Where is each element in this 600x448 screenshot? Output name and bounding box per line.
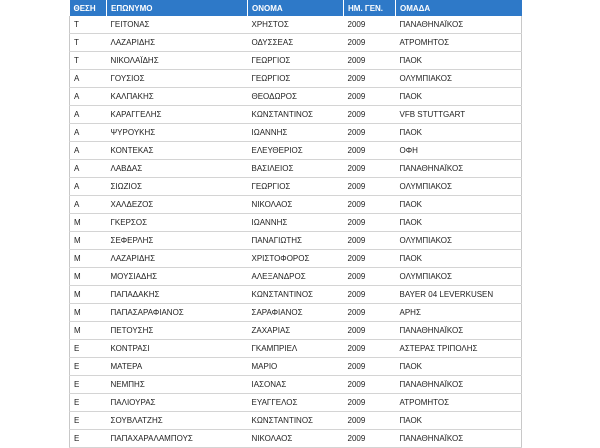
cell-position: Α bbox=[70, 88, 107, 106]
cell-club: ΟΛΥΜΠΙΑΚΟΣ bbox=[396, 232, 522, 250]
cell-birth-year: 2009 bbox=[344, 394, 396, 412]
table-row bbox=[70, 214, 522, 232]
cell-position: Α bbox=[70, 106, 107, 124]
cell-club: ΑΡΗΣ bbox=[396, 304, 522, 322]
cell-surname: ΠΑΛΙΟΥΡΑΣ bbox=[107, 394, 248, 412]
cell-name: ΑΛΕΞΑΝΔΡΟΣ bbox=[248, 268, 344, 286]
cell-birth-year: 2009 bbox=[344, 142, 396, 160]
cell-birth-year: 2009 bbox=[344, 358, 396, 376]
cell-position: Α bbox=[70, 196, 107, 214]
cell-name: ΓΕΩΡΓΙΟΣ bbox=[248, 70, 344, 88]
cell-surname: ΚΟΝΤΡΑΣΙ bbox=[107, 340, 248, 358]
cell-position: Α bbox=[70, 124, 107, 142]
cell-position: Ε bbox=[70, 340, 107, 358]
cell-surname: ΓΟΥΣΙΟΣ bbox=[107, 70, 248, 88]
cell-surname: ΠΑΠΑΧΑΡΑΛΑΜΠΟΥΣ bbox=[107, 430, 248, 448]
cell-position: Μ bbox=[70, 286, 107, 304]
cell-surname: ΝΙΚΟΛΑΪΔΗΣ bbox=[107, 52, 248, 70]
cell-birth-year: 2009 bbox=[344, 250, 396, 268]
cell-surname: ΣΟΥΒΛΑΤΖΗΣ bbox=[107, 412, 248, 430]
cell-birth-year: 2009 bbox=[344, 412, 396, 430]
cell-birth-year: 2009 bbox=[344, 322, 396, 340]
cell-birth-year: 2009 bbox=[344, 214, 396, 232]
cell-name: ΙΩΑΝΝΗΣ bbox=[248, 214, 344, 232]
cell-surname: ΠΑΠΑΔΑΚΗΣ bbox=[107, 286, 248, 304]
cell-surname: ΓΚΕΡΣΟΣ bbox=[107, 214, 248, 232]
cell-club: ΟΛΥΜΠΙΑΚΟΣ bbox=[396, 70, 522, 88]
cell-birth-year: 2009 bbox=[344, 376, 396, 394]
cell-club: ΠΑΝΑΘΗΝΑΪΚΟΣ bbox=[396, 322, 522, 340]
cell-name: ΓΚΑΜΠΡΙΕΛ bbox=[248, 340, 344, 358]
cell-surname: ΜΑΤΕΡΑ bbox=[107, 358, 248, 376]
cell-surname: ΧΑΛΔΕΖΟΣ bbox=[107, 196, 248, 214]
table-row bbox=[70, 88, 522, 106]
cell-position: Α bbox=[70, 178, 107, 196]
table-row bbox=[70, 376, 522, 394]
table-row bbox=[70, 232, 522, 250]
cell-surname: ΨΥΡΟΥΚΗΣ bbox=[107, 124, 248, 142]
roster-table bbox=[69, 0, 522, 448]
cell-birth-year: 2009 bbox=[344, 106, 396, 124]
cell-birth-year: 2009 bbox=[344, 34, 396, 52]
cell-position: Ε bbox=[70, 358, 107, 376]
cell-name: ΚΩΝΣΤΑΝΤΙΝΟΣ bbox=[248, 286, 344, 304]
table-row bbox=[70, 412, 522, 430]
cell-birth-year: 2009 bbox=[344, 286, 396, 304]
table-row bbox=[70, 268, 522, 286]
cell-surname: ΛΑΖΑΡΙΔΗΣ bbox=[107, 250, 248, 268]
column-header-position: ΘΕΣΗ bbox=[70, 0, 107, 16]
table-row bbox=[70, 52, 522, 70]
cell-name: ΝΙΚΟΛΑΟΣ bbox=[248, 196, 344, 214]
cell-club: BAYER 04 LEVERKUSEN bbox=[396, 286, 522, 304]
column-header-club: ΟΜΑΔΑ bbox=[396, 0, 522, 16]
cell-club: ΟΦΗ bbox=[396, 142, 522, 160]
cell-club: ΟΛΥΜΠΙΑΚΟΣ bbox=[396, 178, 522, 196]
cell-club: ΠΑΟΚ bbox=[396, 412, 522, 430]
cell-club: ΑΤΡΟΜΗΤΟΣ bbox=[396, 394, 522, 412]
cell-birth-year: 2009 bbox=[344, 268, 396, 286]
cell-name: ΕΥΑΓΓΕΛΟΣ bbox=[248, 394, 344, 412]
cell-birth-year: 2009 bbox=[344, 16, 396, 34]
table-row bbox=[70, 142, 522, 160]
table-row bbox=[70, 70, 522, 88]
cell-club: ΠΑΟΚ bbox=[396, 88, 522, 106]
cell-position: Α bbox=[70, 160, 107, 178]
cell-position: Μ bbox=[70, 250, 107, 268]
header-row bbox=[70, 0, 522, 16]
cell-club: ΠΑΟΚ bbox=[396, 52, 522, 70]
table-row bbox=[70, 340, 522, 358]
cell-name: ΝΙΚΟΛΑΟΣ bbox=[248, 430, 344, 448]
cell-name: ΜΑΡΙΟ bbox=[248, 358, 344, 376]
cell-position: Μ bbox=[70, 214, 107, 232]
cell-name: ΧΡΗΣΤΟΣ bbox=[248, 16, 344, 34]
cell-surname: ΜΟΥΣΙΑΔΗΣ bbox=[107, 268, 248, 286]
table-row bbox=[70, 430, 522, 448]
cell-birth-year: 2009 bbox=[344, 340, 396, 358]
cell-position: Ε bbox=[70, 430, 107, 448]
cell-club: ΠΑΟΚ bbox=[396, 214, 522, 232]
cell-name: ΓΕΩΡΓΙΟΣ bbox=[248, 178, 344, 196]
cell-birth-year: 2009 bbox=[344, 160, 396, 178]
cell-position: Ε bbox=[70, 394, 107, 412]
table-row bbox=[70, 124, 522, 142]
cell-club: ΠΑΟΚ bbox=[396, 358, 522, 376]
cell-position: Α bbox=[70, 70, 107, 88]
cell-name: ΕΛΕΥΘΕΡΙΟΣ bbox=[248, 142, 344, 160]
cell-surname: ΛΑΖΑΡΙΔΗΣ bbox=[107, 34, 248, 52]
cell-club: VFB STUTTGART bbox=[396, 106, 522, 124]
cell-club: ΠΑΟΚ bbox=[396, 250, 522, 268]
cell-club: ΠΑΝΑΘΗΝΑΪΚΟΣ bbox=[396, 16, 522, 34]
cell-birth-year: 2009 bbox=[344, 304, 396, 322]
cell-name: ΙΑΣΟΝΑΣ bbox=[248, 376, 344, 394]
cell-name: ΚΩΝΣΤΑΝΤΙΝΟΣ bbox=[248, 106, 344, 124]
cell-name: ΘΕΟΔΩΡΟΣ bbox=[248, 88, 344, 106]
table-row bbox=[70, 196, 522, 214]
table-row bbox=[70, 178, 522, 196]
table-row bbox=[70, 358, 522, 376]
column-header-surname: ΕΠΩΝΥΜΟ bbox=[107, 0, 248, 16]
cell-name: ΙΩΑΝΝΗΣ bbox=[248, 124, 344, 142]
column-header-birth-year: ΗΜ. ΓΕΝ. bbox=[344, 0, 396, 16]
cell-birth-year: 2009 bbox=[344, 196, 396, 214]
cell-club: ΟΛΥΜΠΙΑΚΟΣ bbox=[396, 268, 522, 286]
cell-club: ΠΑΝΑΘΗΝΑΪΚΟΣ bbox=[396, 376, 522, 394]
cell-surname: ΠΕΤΟΥΣΗΣ bbox=[107, 322, 248, 340]
cell-name: ΣΑΡΑΦΙΑΝΟΣ bbox=[248, 304, 344, 322]
cell-club: ΠΑΟΚ bbox=[396, 196, 522, 214]
table-row bbox=[70, 394, 522, 412]
table-row bbox=[70, 106, 522, 124]
cell-birth-year: 2009 bbox=[344, 70, 396, 88]
cell-position: Τ bbox=[70, 34, 107, 52]
cell-surname: ΠΑΠΑΣΑΡΑΦΙΑΝΟΣ bbox=[107, 304, 248, 322]
cell-name: ΒΑΣΙΛΕΙΟΣ bbox=[248, 160, 344, 178]
cell-name: ΖΑΧΑΡΙΑΣ bbox=[248, 322, 344, 340]
cell-position: Μ bbox=[70, 304, 107, 322]
cell-club: ΠΑΝΑΘΗΝΑΪΚΟΣ bbox=[396, 430, 522, 448]
cell-name: ΠΑΝΑΓΙΩΤΗΣ bbox=[248, 232, 344, 250]
cell-position: Ε bbox=[70, 376, 107, 394]
cell-name: ΓΕΩΡΓΙΟΣ bbox=[248, 52, 344, 70]
cell-surname: ΛΑΒΔΑΣ bbox=[107, 160, 248, 178]
cell-name: ΚΩΝΣΤΑΝΤΙΝΟΣ bbox=[248, 412, 344, 430]
cell-birth-year: 2009 bbox=[344, 430, 396, 448]
cell-club: ΠΑΟΚ bbox=[396, 124, 522, 142]
table-row bbox=[70, 250, 522, 268]
cell-position: Τ bbox=[70, 16, 107, 34]
table-header bbox=[70, 0, 522, 16]
cell-name: ΟΔΥΣΣΕΑΣ bbox=[248, 34, 344, 52]
cell-birth-year: 2009 bbox=[344, 124, 396, 142]
cell-name: ΧΡΙΣΤΟΦΟΡΟΣ bbox=[248, 250, 344, 268]
table-row bbox=[70, 286, 522, 304]
cell-club: ΑΣΤΕΡΑΣ ΤΡΙΠΟΛΗΣ bbox=[396, 340, 522, 358]
cell-surname: ΣΕΦΕΡΛΗΣ bbox=[107, 232, 248, 250]
table-row bbox=[70, 322, 522, 340]
cell-position: Μ bbox=[70, 322, 107, 340]
cell-position: Τ bbox=[70, 52, 107, 70]
cell-club: ΠΑΝΑΘΗΝΑΪΚΟΣ bbox=[396, 160, 522, 178]
cell-surname: ΝΕΜΠΗΣ bbox=[107, 376, 248, 394]
cell-birth-year: 2009 bbox=[344, 232, 396, 250]
table-row bbox=[70, 304, 522, 322]
table-body bbox=[70, 16, 522, 448]
cell-surname: ΚΟΝΤΕΚΑΣ bbox=[107, 142, 248, 160]
cell-birth-year: 2009 bbox=[344, 52, 396, 70]
table-row bbox=[70, 160, 522, 178]
table-row bbox=[70, 16, 522, 34]
cell-position: Ε bbox=[70, 412, 107, 430]
cell-surname: ΓΕΙΤΟΝΑΣ bbox=[107, 16, 248, 34]
cell-club: ΑΤΡΟΜΗΤΟΣ bbox=[396, 34, 522, 52]
table-row bbox=[70, 34, 522, 52]
cell-birth-year: 2009 bbox=[344, 178, 396, 196]
cell-surname: ΚΑΡΑΓΓΕΛΗΣ bbox=[107, 106, 248, 124]
cell-position: Μ bbox=[70, 268, 107, 286]
cell-surname: ΚΑΛΠΑΚΗΣ bbox=[107, 88, 248, 106]
cell-position: Α bbox=[70, 142, 107, 160]
cell-surname: ΣΙΩΖΙΟΣ bbox=[107, 178, 248, 196]
cell-position: Μ bbox=[70, 232, 107, 250]
cell-birth-year: 2009 bbox=[344, 88, 396, 106]
column-header-name: ΟΝΟΜΑ bbox=[248, 0, 344, 16]
